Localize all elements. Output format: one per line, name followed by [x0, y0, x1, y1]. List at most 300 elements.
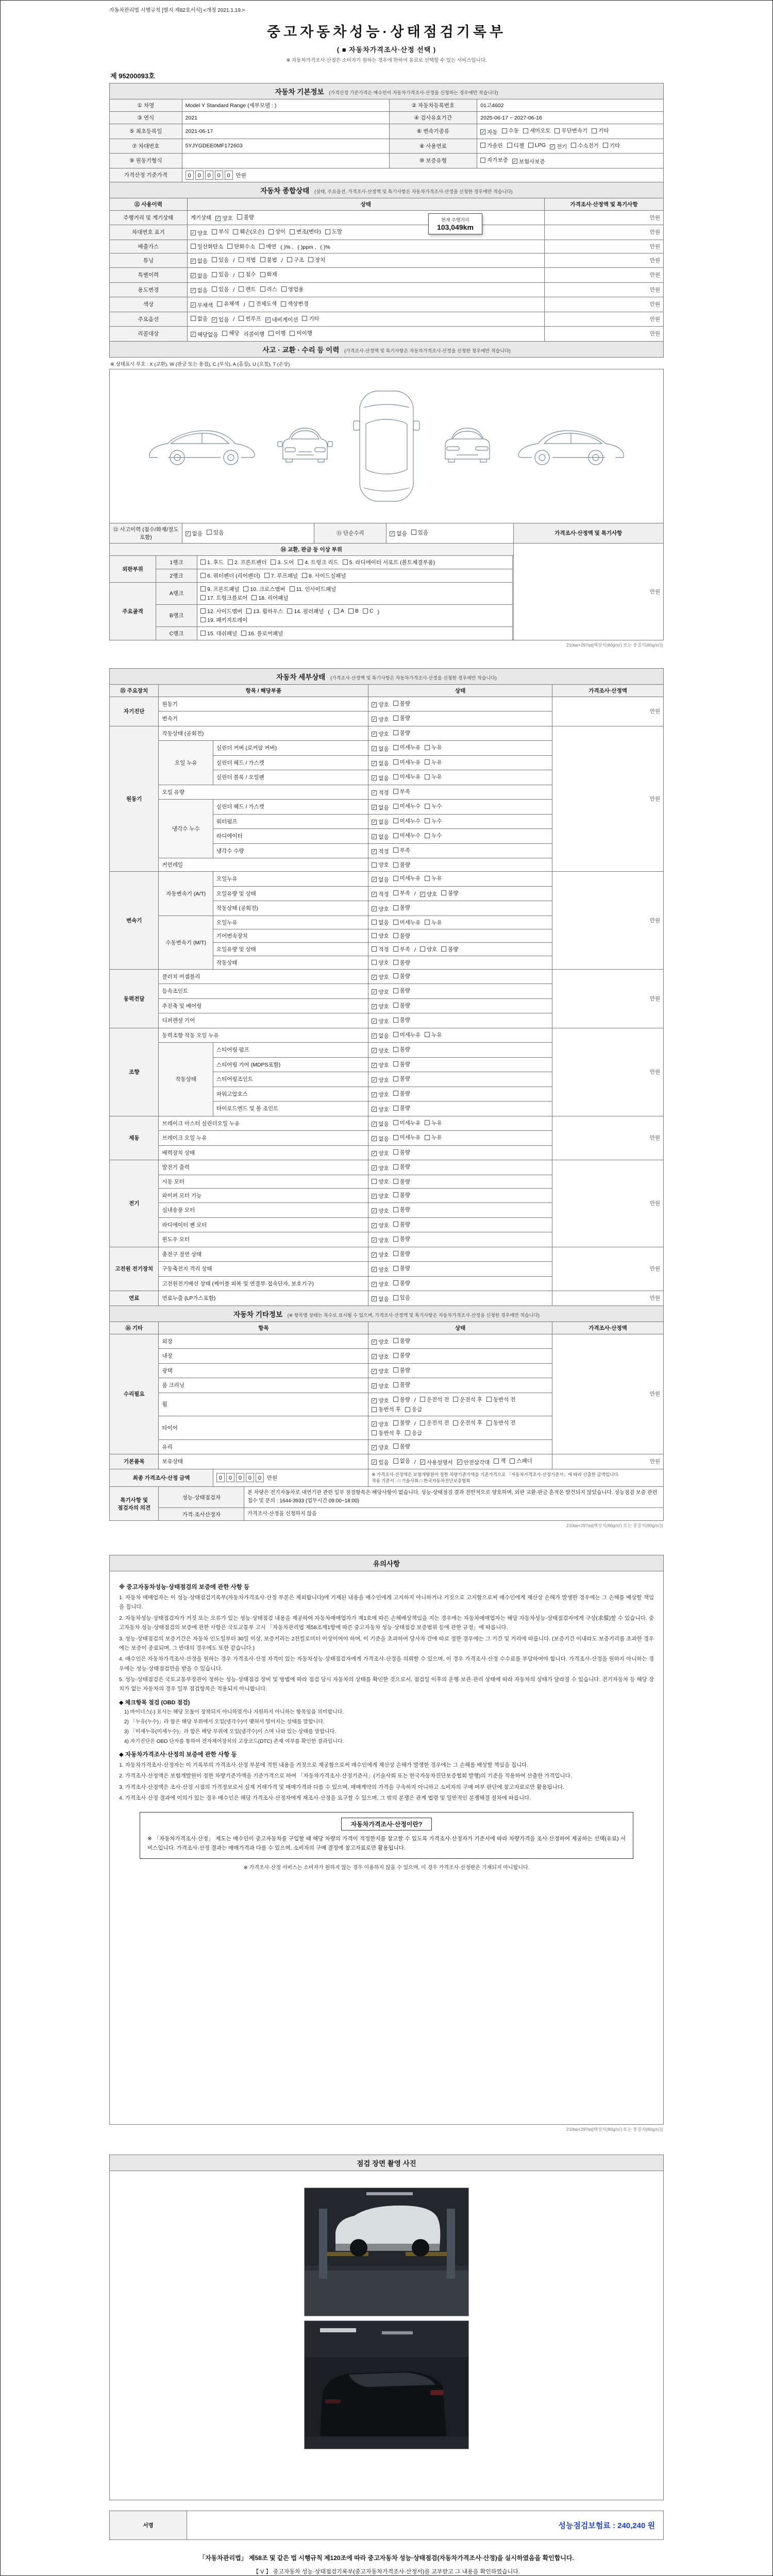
checkbox-item	[425, 1119, 442, 1127]
checkbox-item	[259, 243, 276, 250]
price-cell: 만원	[544, 282, 663, 297]
checkbox-item	[241, 630, 283, 637]
current-odometer-box	[428, 213, 482, 234]
simple-repair-label: ⑬ 단순수리	[314, 523, 386, 543]
checkbox-label: 불량	[399, 1250, 410, 1257]
checkbox-item	[372, 1266, 389, 1274]
checkbox-item	[239, 256, 256, 264]
checkbox-item	[372, 1018, 389, 1025]
checkbox-label: 양호	[378, 1178, 389, 1185]
checkbox-item	[287, 607, 324, 615]
section-basic-note: (가격산정 기준가격은 매수인이 자동차가격조사·산정을 신청하는 경우에만 적습니다)	[329, 90, 498, 95]
checkbox-item	[393, 1366, 410, 1374]
checkbox-label: 누유	[431, 774, 442, 780]
checkbox-empty-icon	[249, 301, 254, 307]
checkbox-empty-icon	[200, 586, 206, 591]
checkbox-item	[191, 301, 213, 309]
checkbox-item	[393, 1002, 410, 1009]
checkbox-empty-icon	[372, 1179, 377, 1184]
column-header: 항목 / 해당부품	[159, 684, 368, 697]
checkbox-item	[393, 1133, 421, 1141]
checkbox-item	[302, 572, 346, 580]
device-label: 자기진단	[110, 697, 159, 726]
checkbox-label: 불량	[399, 933, 410, 939]
checkbox-label: 불량	[399, 1002, 410, 1009]
state-text: ( )ppm ,	[297, 244, 316, 250]
checkbox-checked-icon: ✓	[372, 1252, 377, 1257]
checkbox-empty-icon	[298, 560, 303, 565]
item-label: 브레이크 마스터 실린더오일 누유	[159, 1116, 368, 1131]
checkbox-empty-icon	[260, 286, 265, 292]
checkbox-label: 불량	[399, 973, 410, 979]
checkbox-checked-icon: ✓	[372, 760, 377, 766]
item-label: 등속조인트	[159, 984, 368, 999]
checkbox-item	[222, 329, 239, 337]
state-cell	[368, 1131, 552, 1146]
checkbox-label: 불량	[399, 1367, 410, 1374]
state-cell	[368, 1416, 552, 1440]
state-cell	[368, 886, 552, 901]
state-cell	[187, 312, 544, 327]
checkbox-checked-icon: ✓	[481, 129, 485, 134]
checkbox-label: 6. 쿼터펜더 (리어펜더)	[207, 572, 260, 579]
checkbox-item	[372, 716, 389, 723]
signature-area	[187, 2511, 664, 2540]
section-etc-title-text: 자동차 기타정보	[233, 1310, 283, 1318]
checkbox-checked-icon: ✓	[372, 731, 377, 736]
item-label: 배력장치 상태	[159, 1145, 368, 1160]
price-cell: 만원	[544, 297, 663, 312]
car-rear-diagram	[438, 423, 497, 469]
amount-digit: 0	[236, 1473, 244, 1482]
price-cell: 만원	[552, 1247, 663, 1291]
checkbox-label: 자가보증	[487, 157, 508, 163]
panel-group-label: 외판부위	[110, 555, 156, 582]
history-label: 용도변경	[110, 282, 188, 297]
checkbox-label: 8. 사이드실패널	[308, 572, 346, 579]
checkbox-checked-icon: ✓	[372, 1237, 377, 1243]
checkbox-label: 양호	[378, 959, 389, 966]
checkbox-label: 불량	[399, 1090, 410, 1097]
amount-digit: 0	[216, 1473, 225, 1482]
checkbox-label: 변조(변타)	[296, 229, 321, 235]
checkbox-item	[372, 973, 389, 981]
checkbox-item	[393, 1031, 421, 1039]
simple-repair-state	[386, 523, 513, 543]
checkbox-label: 미세누유	[399, 1031, 421, 1038]
checkbox-label: 불량	[399, 1149, 410, 1156]
checkbox-label: 불량	[399, 1207, 410, 1213]
checkbox-item	[393, 1443, 410, 1450]
checkbox-empty-icon	[212, 272, 217, 277]
device-label: 수리필요	[110, 1334, 159, 1454]
checkbox-item	[343, 558, 435, 566]
checkbox-item	[363, 608, 374, 614]
notices-body	[109, 1571, 664, 2125]
checkbox-label: 양호	[378, 974, 389, 980]
section-overall-title-text: 자동차 종합상태	[260, 187, 310, 195]
checkbox-item	[212, 270, 229, 278]
checkbox-item	[215, 214, 232, 222]
checkbox-item	[372, 919, 389, 926]
remarks-table	[109, 1486, 664, 1521]
checkbox-label: 3. 도어	[277, 559, 294, 566]
checkbox-label: 운전석 전	[426, 1420, 449, 1426]
state-cell	[187, 253, 544, 268]
checkbox-item	[200, 572, 260, 580]
checkbox-label: 탄화수소	[234, 243, 255, 250]
state-text: /	[414, 1397, 416, 1403]
checkbox-checked-icon: ✓	[372, 1353, 377, 1359]
field-label: ③ 연식	[110, 112, 182, 124]
column-header: 가격조사·산정액	[552, 684, 663, 697]
checkbox-label: LPG	[535, 142, 546, 148]
amount-digit: 0	[205, 171, 213, 180]
checkbox-item	[200, 607, 242, 615]
checkbox-item	[308, 256, 325, 264]
state-text: /	[414, 891, 416, 897]
checkbox-checked-icon: ✓	[372, 1368, 377, 1374]
checkbox-label: 없음	[378, 760, 389, 767]
checkbox-empty-icon	[393, 848, 398, 853]
checkbox-label: 14. 필러패널	[294, 608, 324, 615]
checkbox-empty-icon	[393, 1164, 398, 1170]
checkbox-empty-icon	[393, 1135, 398, 1140]
checkbox-checked-icon: ✓	[372, 1106, 377, 1112]
section-overall-title	[109, 182, 664, 198]
checkbox-item	[191, 229, 208, 237]
notices-subtitle-warranty: ※ 중고자동차성능·상태점검의 보증에 관한 사항 등	[119, 1584, 250, 1590]
checkbox-checked-icon: ✓	[372, 1281, 377, 1286]
checkbox-item	[372, 876, 389, 884]
checkbox-item	[372, 1192, 389, 1200]
detail-condition-table	[109, 684, 664, 1306]
checkbox-item	[425, 743, 442, 751]
checkbox-empty-icon	[290, 331, 295, 336]
checkbox-item	[393, 1016, 410, 1024]
checkbox-label: 양호	[222, 215, 233, 222]
checkbox-item	[372, 988, 389, 996]
item-label: 스티어링조인트	[213, 1072, 368, 1087]
notices-tail-note: ※ 가격조사·산정 서비스는 소비자가 원하지 않는 경우 이용하지 않을 수 있으며, 이 경우 가격조사·산정란은 기재되지 아니합니다.	[243, 1865, 530, 1871]
checkbox-label: 양호	[378, 1398, 389, 1404]
checkbox-empty-icon	[191, 244, 196, 249]
car-side-left-diagram	[144, 421, 260, 470]
state-cell	[368, 998, 552, 1013]
state-cell	[368, 1439, 552, 1454]
field-label: ⑦ 차대번호	[110, 139, 182, 154]
price-cell: 만원	[552, 1454, 663, 1469]
checkbox-item	[425, 817, 442, 825]
state-text: )	[377, 609, 380, 615]
checkbox-label: 보험사보증	[518, 158, 545, 165]
item-label: 타이로드엔드 및 볼 조인트	[213, 1101, 368, 1116]
price-cell: 만원	[544, 327, 663, 342]
checkbox-label: 양호	[378, 1077, 389, 1083]
checkbox-empty-icon	[200, 573, 206, 578]
checkbox-item	[237, 213, 254, 221]
final-price-notes	[368, 1469, 664, 1487]
sub-group-label: 자동변속기 (A/T)	[159, 872, 213, 916]
checkbox-item	[420, 1419, 449, 1427]
checkbox-checked-icon: ✓	[372, 702, 377, 707]
checkbox-label: 해당	[229, 330, 240, 336]
checkbox-label: 불량	[399, 1164, 410, 1170]
checkbox-label: 불량	[399, 1046, 410, 1053]
checkbox-empty-icon	[372, 862, 377, 868]
checkbox-empty-icon	[302, 316, 307, 321]
checkbox-checked-icon: ✓	[372, 1383, 377, 1388]
item-label: 작동상태 (공회전)	[213, 901, 368, 916]
checkbox-label: 세미오토	[529, 128, 551, 134]
checkbox-item	[480, 128, 497, 136]
checkbox-empty-icon	[393, 1459, 398, 1464]
checkbox-checked-icon: ✓	[372, 1223, 377, 1228]
checkbox-label: 미이행	[296, 330, 312, 336]
checkbox-label: 사용설명서	[426, 1459, 453, 1466]
device-label: 기본품목	[110, 1454, 159, 1469]
checkbox-label: 리스	[266, 286, 277, 293]
checkbox-empty-icon	[200, 608, 206, 614]
checkbox-item	[239, 285, 256, 293]
panel-section-label: ⑭ 교환, 판금 등 이상 부위	[110, 543, 514, 555]
checkbox-label: 부족	[399, 788, 410, 795]
state-cell	[368, 1291, 552, 1306]
price-cell: 만원	[552, 697, 663, 726]
checkbox-label: 기타	[609, 142, 620, 149]
checkbox-label: 5. 라디에이터 서포트 (볼트체결부품)	[349, 559, 435, 566]
price-cell: 만원	[552, 1028, 663, 1116]
checkbox-checked-icon: ✓	[372, 834, 377, 839]
checkbox-item	[393, 959, 410, 967]
notice-paragraph: 4. 매수인은 자동차가격조사·산정을 원하는 경우 가격조사·산정 자격이 있는 자동차성능·상태점검자에게 가격조사·산정을 의뢰할 수 있으며, 이 경우 가격조사·산정 수수료를 부담하여야 합니다. 가격조사·산정을 원하지 아니하는 경우에는 성능·상태점검만을 받을 수 있습니다.	[119, 1656, 654, 1672]
checkbox-label: 누유	[431, 759, 442, 766]
checkbox-empty-icon	[393, 973, 398, 978]
price-cell: 만원	[544, 253, 663, 268]
accident-history-label: ⑫ 사고이력 (침수/화재/절도 포함)	[110, 523, 182, 543]
checkbox-empty-icon	[348, 608, 354, 614]
checkbox-label: 부족	[399, 890, 410, 896]
checkbox-label: 운전석 전	[426, 1396, 449, 1403]
checkbox-label: 적정	[378, 891, 389, 897]
checkbox-label: 무채색	[197, 302, 213, 309]
field-value: Model Y Standard Range (세부모델 : )	[182, 99, 389, 112]
checkbox-label: 적정	[378, 946, 389, 953]
checkbox-item	[393, 817, 421, 825]
checkbox-empty-icon	[393, 1032, 398, 1037]
checkbox-item	[372, 959, 389, 967]
checkbox-label: 양호	[378, 1266, 389, 1273]
inspection-photo-lift	[304, 2188, 469, 2316]
checkbox-item	[200, 585, 239, 593]
field-label: ① 차명	[110, 99, 182, 112]
item-label: 기어변속장치	[213, 929, 368, 942]
checkbox-label: 양호	[378, 989, 389, 995]
checkbox-item	[212, 256, 229, 264]
checkbox-item	[425, 919, 442, 926]
checkbox-empty-icon	[523, 128, 528, 133]
remarks-text: 가격조사·산정을 신청하지 않음	[244, 1508, 664, 1521]
checkbox-label: 미세누유	[399, 1134, 421, 1141]
checkbox-item	[287, 256, 304, 264]
checkbox-empty-icon	[393, 876, 398, 881]
state-cell	[368, 1087, 552, 1101]
checkbox-item	[393, 1206, 410, 1213]
checkbox-item	[393, 1191, 410, 1199]
checkbox-empty-icon	[393, 890, 398, 895]
checkbox-checked-icon: ✓	[372, 876, 377, 882]
checkbox-item	[348, 608, 359, 614]
panel-items-cell	[197, 582, 513, 604]
checkbox-label: 불량	[399, 1178, 410, 1185]
state-cell	[368, 1349, 552, 1364]
checkbox-item	[260, 270, 277, 278]
amount-unit: 만원	[234, 172, 246, 179]
state-cell	[187, 327, 544, 342]
checkbox-label: 없음	[378, 1136, 389, 1142]
state-text: /	[233, 258, 235, 264]
device-label: 원동기	[110, 726, 159, 872]
checkbox-checked-icon: ✓	[216, 215, 221, 221]
checkbox-item	[372, 890, 389, 898]
checkbox-item	[393, 1104, 410, 1112]
section-accident-title	[109, 341, 664, 358]
checkbox-empty-icon	[393, 1061, 398, 1066]
checkbox-label: 유채색	[224, 301, 240, 307]
checkbox-checked-icon: ✓	[372, 1121, 377, 1126]
remarks-group-label: 특기사항 및 점검자의 의견	[110, 1487, 159, 1521]
checkbox-empty-icon	[393, 988, 398, 993]
price-cell: 만원	[552, 1160, 663, 1247]
item-label: 휠	[159, 1393, 368, 1416]
checkbox-empty-icon	[393, 1120, 398, 1125]
basic-info-table	[109, 99, 664, 182]
item-label: 윈도우 모터	[159, 1232, 368, 1247]
checkbox-item	[281, 285, 304, 293]
checkbox-checked-icon: ✓	[457, 1459, 462, 1465]
checkbox-item	[425, 1031, 442, 1039]
field-value: 2021-06-17	[182, 124, 389, 139]
fee-value: 240,240 원	[617, 2521, 655, 2530]
checkbox-label: 양호	[378, 1047, 389, 1054]
state-cell	[368, 1217, 552, 1232]
checkbox-label: 양호	[378, 1252, 389, 1258]
checkbox-item	[271, 558, 294, 566]
checkbox-checked-icon: ✓	[191, 273, 195, 278]
checkbox-item	[425, 773, 442, 781]
notice-paragraph: 2. 가격조사·산정액은 보험개발원이 정한 차량기준가액을 기준가격으로 하여 「자동차가격조사·산정기준서」(기술사회 또는 한국자동차진단보증협회 발행)의 기준을 적용하여 산출한 가격입니다.	[119, 1773, 572, 1780]
section-photos-title-text: 점검 장면 촬영 사진	[357, 2160, 416, 2167]
checkbox-empty-icon	[281, 301, 286, 307]
state-text: ( )%	[320, 244, 330, 250]
item-label: 변속기	[159, 711, 368, 726]
checkbox-empty-icon	[393, 1236, 398, 1242]
checkbox-empty-icon	[425, 774, 430, 779]
checkbox-item	[372, 905, 389, 913]
device-label: 고전원 전기장치	[110, 1247, 159, 1291]
state-cell	[368, 829, 552, 844]
column-header: 상태	[368, 684, 552, 697]
checkbox-label: 누수	[431, 833, 442, 839]
legal-confirmation-line: 「자동차관리법」 제58조 및 같은 법 시행규칙 제120조에 따라 중고자동차 성능·상태점검(자동차가격조사·산정)을 실시하였음을 확인합니다.	[199, 2554, 574, 2562]
checkbox-label: 불량	[448, 946, 459, 953]
checkbox-item	[393, 987, 410, 994]
checkbox-empty-icon	[239, 257, 244, 262]
checkbox-empty-icon	[393, 1420, 398, 1426]
checkbox-label: 양호	[378, 1445, 389, 1451]
checkbox-item	[200, 630, 237, 637]
checkbox-item	[372, 1420, 389, 1428]
checkbox-empty-icon	[425, 818, 430, 823]
item-label: 시동 모터	[159, 1175, 368, 1188]
checkbox-item	[290, 329, 312, 337]
checkbox-item	[393, 700, 410, 707]
checkbox-label: 양호	[378, 716, 389, 723]
field-value: 5YJYGDEE0MF172603	[182, 139, 389, 154]
checkbox-label: 양호	[378, 1106, 389, 1113]
checkbox-empty-icon	[290, 229, 295, 234]
device-label: 연료	[110, 1291, 159, 1306]
checkbox-item	[372, 1091, 389, 1098]
checkbox-empty-icon	[480, 143, 485, 148]
checkbox-checked-icon: ✓	[421, 1459, 425, 1465]
panel-damage-table	[109, 555, 513, 640]
checkbox-label: 미세누유	[399, 744, 421, 751]
checkbox-checked-icon: ✓	[186, 531, 190, 536]
section-detail-title	[109, 668, 664, 685]
checkbox-item	[393, 1264, 410, 1272]
checkbox-label: 양호	[378, 1368, 389, 1375]
state-cell	[368, 1188, 552, 1203]
panel-table-container	[110, 555, 514, 640]
device-label: 변속기	[110, 872, 159, 970]
checkbox-label: 불량	[399, 1017, 410, 1023]
checkbox-item	[298, 558, 338, 566]
checkbox-empty-icon	[200, 560, 206, 565]
state-text: 리콜이행	[243, 331, 265, 337]
checkbox-item	[372, 804, 389, 811]
checkbox-label: 적정	[378, 790, 389, 796]
state-cell	[368, 942, 552, 956]
item-label: 외장	[159, 1334, 368, 1349]
item-label: 파워고압호스	[213, 1087, 368, 1101]
panel-rank-label: C랭크	[156, 626, 197, 640]
checkbox-item	[393, 1294, 410, 1301]
checkbox-item	[372, 932, 389, 940]
checkbox-empty-icon	[393, 1266, 398, 1271]
checkbox-label: 동반석 전	[493, 1420, 516, 1426]
checkbox-empty-icon	[393, 920, 398, 925]
checkbox-empty-icon	[233, 229, 238, 234]
checkbox-item	[372, 1405, 401, 1413]
checkbox-item	[372, 1120, 389, 1128]
checkbox-label: 양호	[378, 702, 389, 708]
checkbox-item	[372, 1207, 389, 1215]
state-cell	[368, 1116, 552, 1131]
checkbox-empty-icon	[425, 759, 430, 765]
column-header: 항목	[159, 1321, 368, 1334]
field-label: ⑧ 사용연료	[389, 139, 477, 154]
checkbox-item	[393, 846, 410, 854]
field-value	[477, 154, 664, 168]
state-cell	[368, 1043, 552, 1058]
checkbox-empty-icon	[393, 1280, 398, 1285]
checkbox-item	[372, 1135, 389, 1143]
checkbox-item	[334, 608, 344, 614]
checkbox-item	[207, 529, 224, 536]
checkbox-empty-icon	[212, 286, 217, 292]
checkbox-empty-icon	[325, 229, 330, 234]
